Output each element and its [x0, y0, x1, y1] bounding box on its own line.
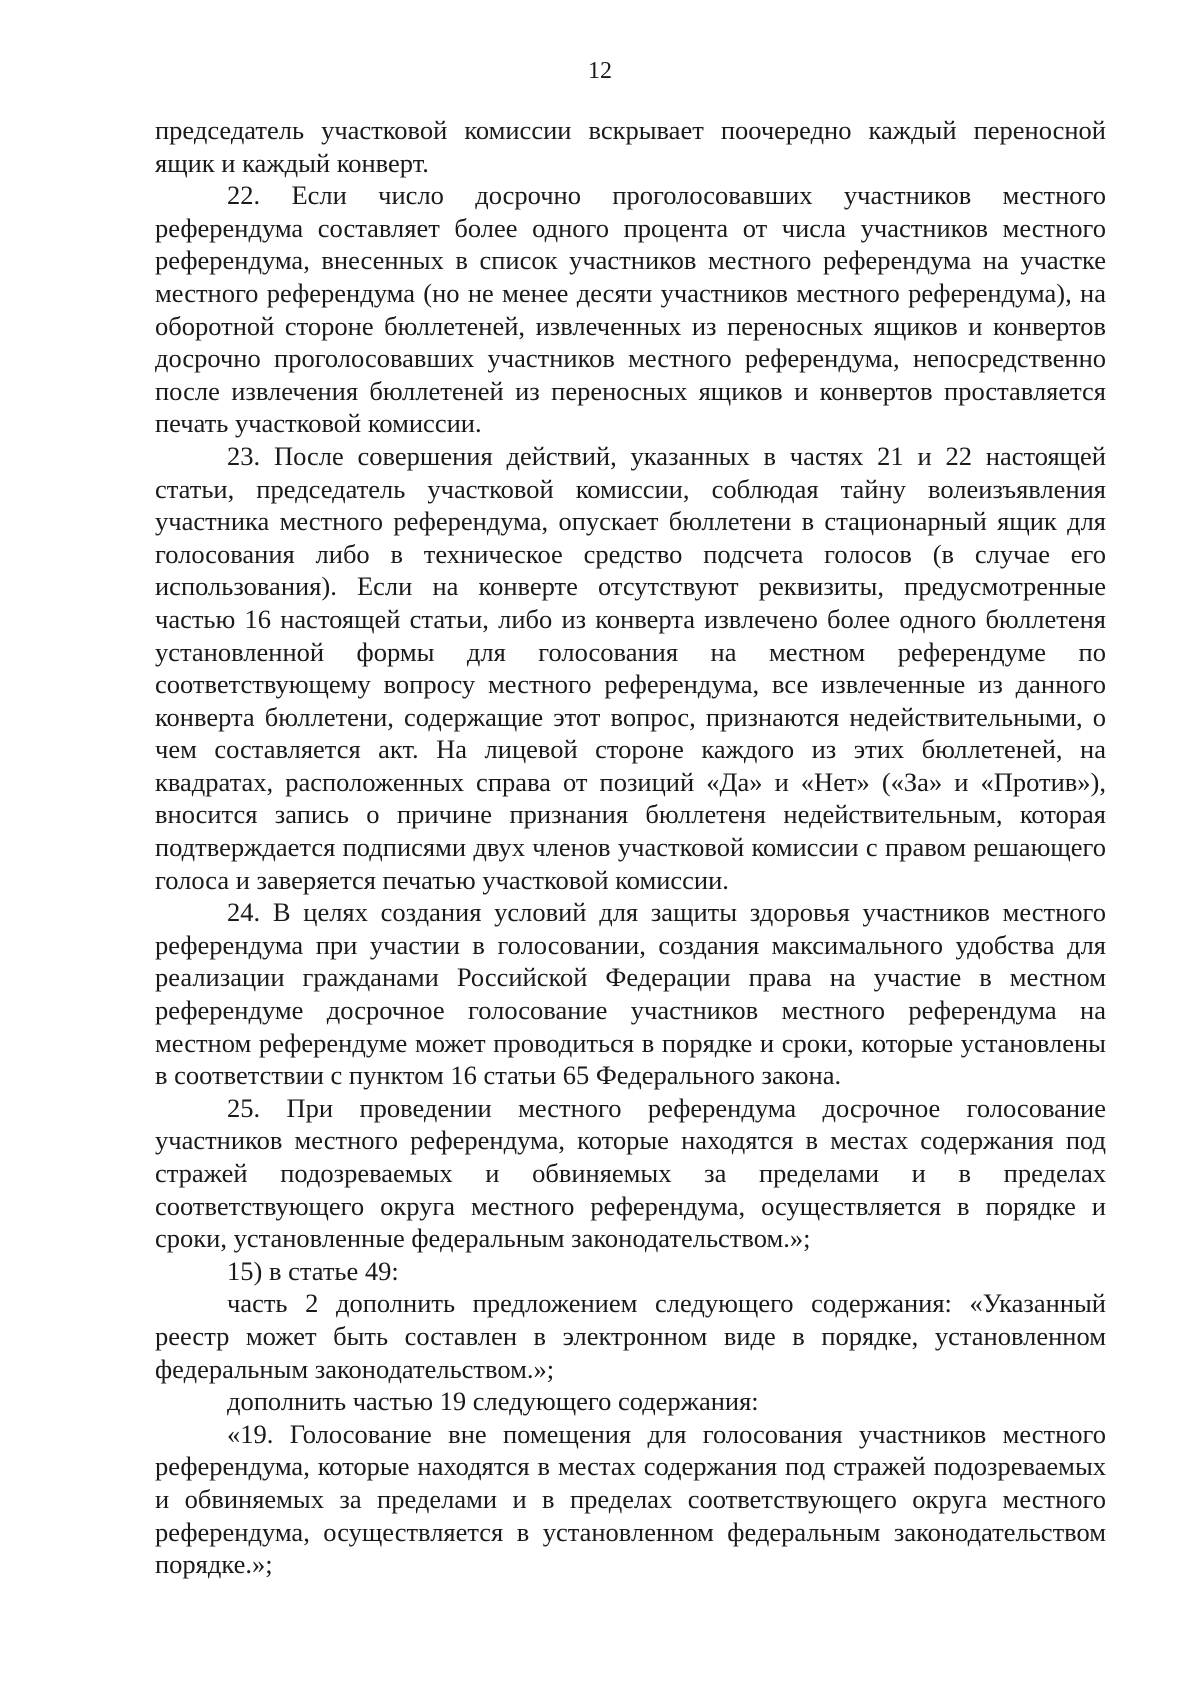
- amendment-part-2: часть 2 дополнить предложением следующего содержания: «Указанный реестр может быть составлен в электронном виде в порядке, установленном федеральным законодательством.»;: [155, 1288, 1106, 1384]
- paragraph-22: 22. Если число досрочно проголосовавших участников местного референдума составляет более одного процента от числа участников местного референдума, внесенных в список участников местного референдума на участке местного референдума (но не менее десяти участников местного референдума), на оборотной стороне бюллетеней, извлеченных из переносных ящиков и конвертов досрочно проголосовавших участников местного референдума, непосредственно после извлечения бюллетеней из переносных ящиков и конвертов проставляется печать участковой комиссии.: [155, 180, 1106, 439]
- paragraph-25: 25. При проведении местного референдума досрочное голосование участников местного референдума, которые находятся в местах содержания под стражей подозреваемых и обвиняемых за пределами и в пределах соответствующего округа местного референдума, осуществляется в порядке и сроки, установленные федеральным законодательством.»;: [155, 1092, 1106, 1254]
- item-15: 15) в статье 49:: [227, 1255, 399, 1286]
- amendment-add-part-19: дополнить частью 19 следующего содержания:: [227, 1386, 759, 1417]
- paragraph-19-text: «19. Голосование вне помещения для голосования участников местного референдума, которые находятся в местах содержания под стражей подозреваемых и обвиняемых за пределами и в пределах соответствующего округа местного референдума, осуществляется в установленном федеральным законодательством порядке.»;: [155, 1418, 1106, 1580]
- page-number: 12: [588, 58, 612, 84]
- paragraph-continuation: председатель участковой комиссии вскрывает поочередно каждый переносной ящик и каждый конверт.: [155, 115, 1106, 178]
- document-body: [155, 114, 1106, 1581]
- paragraph-23: 23. После совершения действий, указанных в частях 21 и 22 настоящей статьи, председатель участковой комиссии, соблюдая тайну волеизъявления участника местного референдума, опускает бюллетени в стационарный ящик для голосования либо в техническое средство подсчета голосов (в случае его использования). Если на конверте отсутствуют реквизиты, предусмотренные частью 16 настоящей статьи, либо из конверта извлечено более одного бюллетеня установленной формы для голосования на местном референдуме по соответствующему вопросу местного референдума, все извлеченные из данного конверта бюллетени, содержащие этот вопрос, признаются недействительными, о чем составляется акт. На лицевой стороне каждого из этих бюллетеней, на квадратах, расположенных справа от позиций «Да» и «Нет» («За» и «Против»), вносится запись о причине признания бюллетеня недействительным, которая подтверждается подписями двух членов участковой комиссии с правом решающего голоса и заверяется печатью участковой комиссии.: [155, 440, 1106, 895]
- paragraph-24: 24. В целях создания условий для защиты здоровья участников местного референдума при участии в голосовании, создания максимального удобства для реализации гражданами Российской Федерации права на участие в местном референдуме досрочное голосование участников местного референдума на местном референдуме может проводиться в порядке и сроки, которые установлены в соответствии с пунктом 16 статьи 65 Федерального закона.: [155, 897, 1106, 1091]
